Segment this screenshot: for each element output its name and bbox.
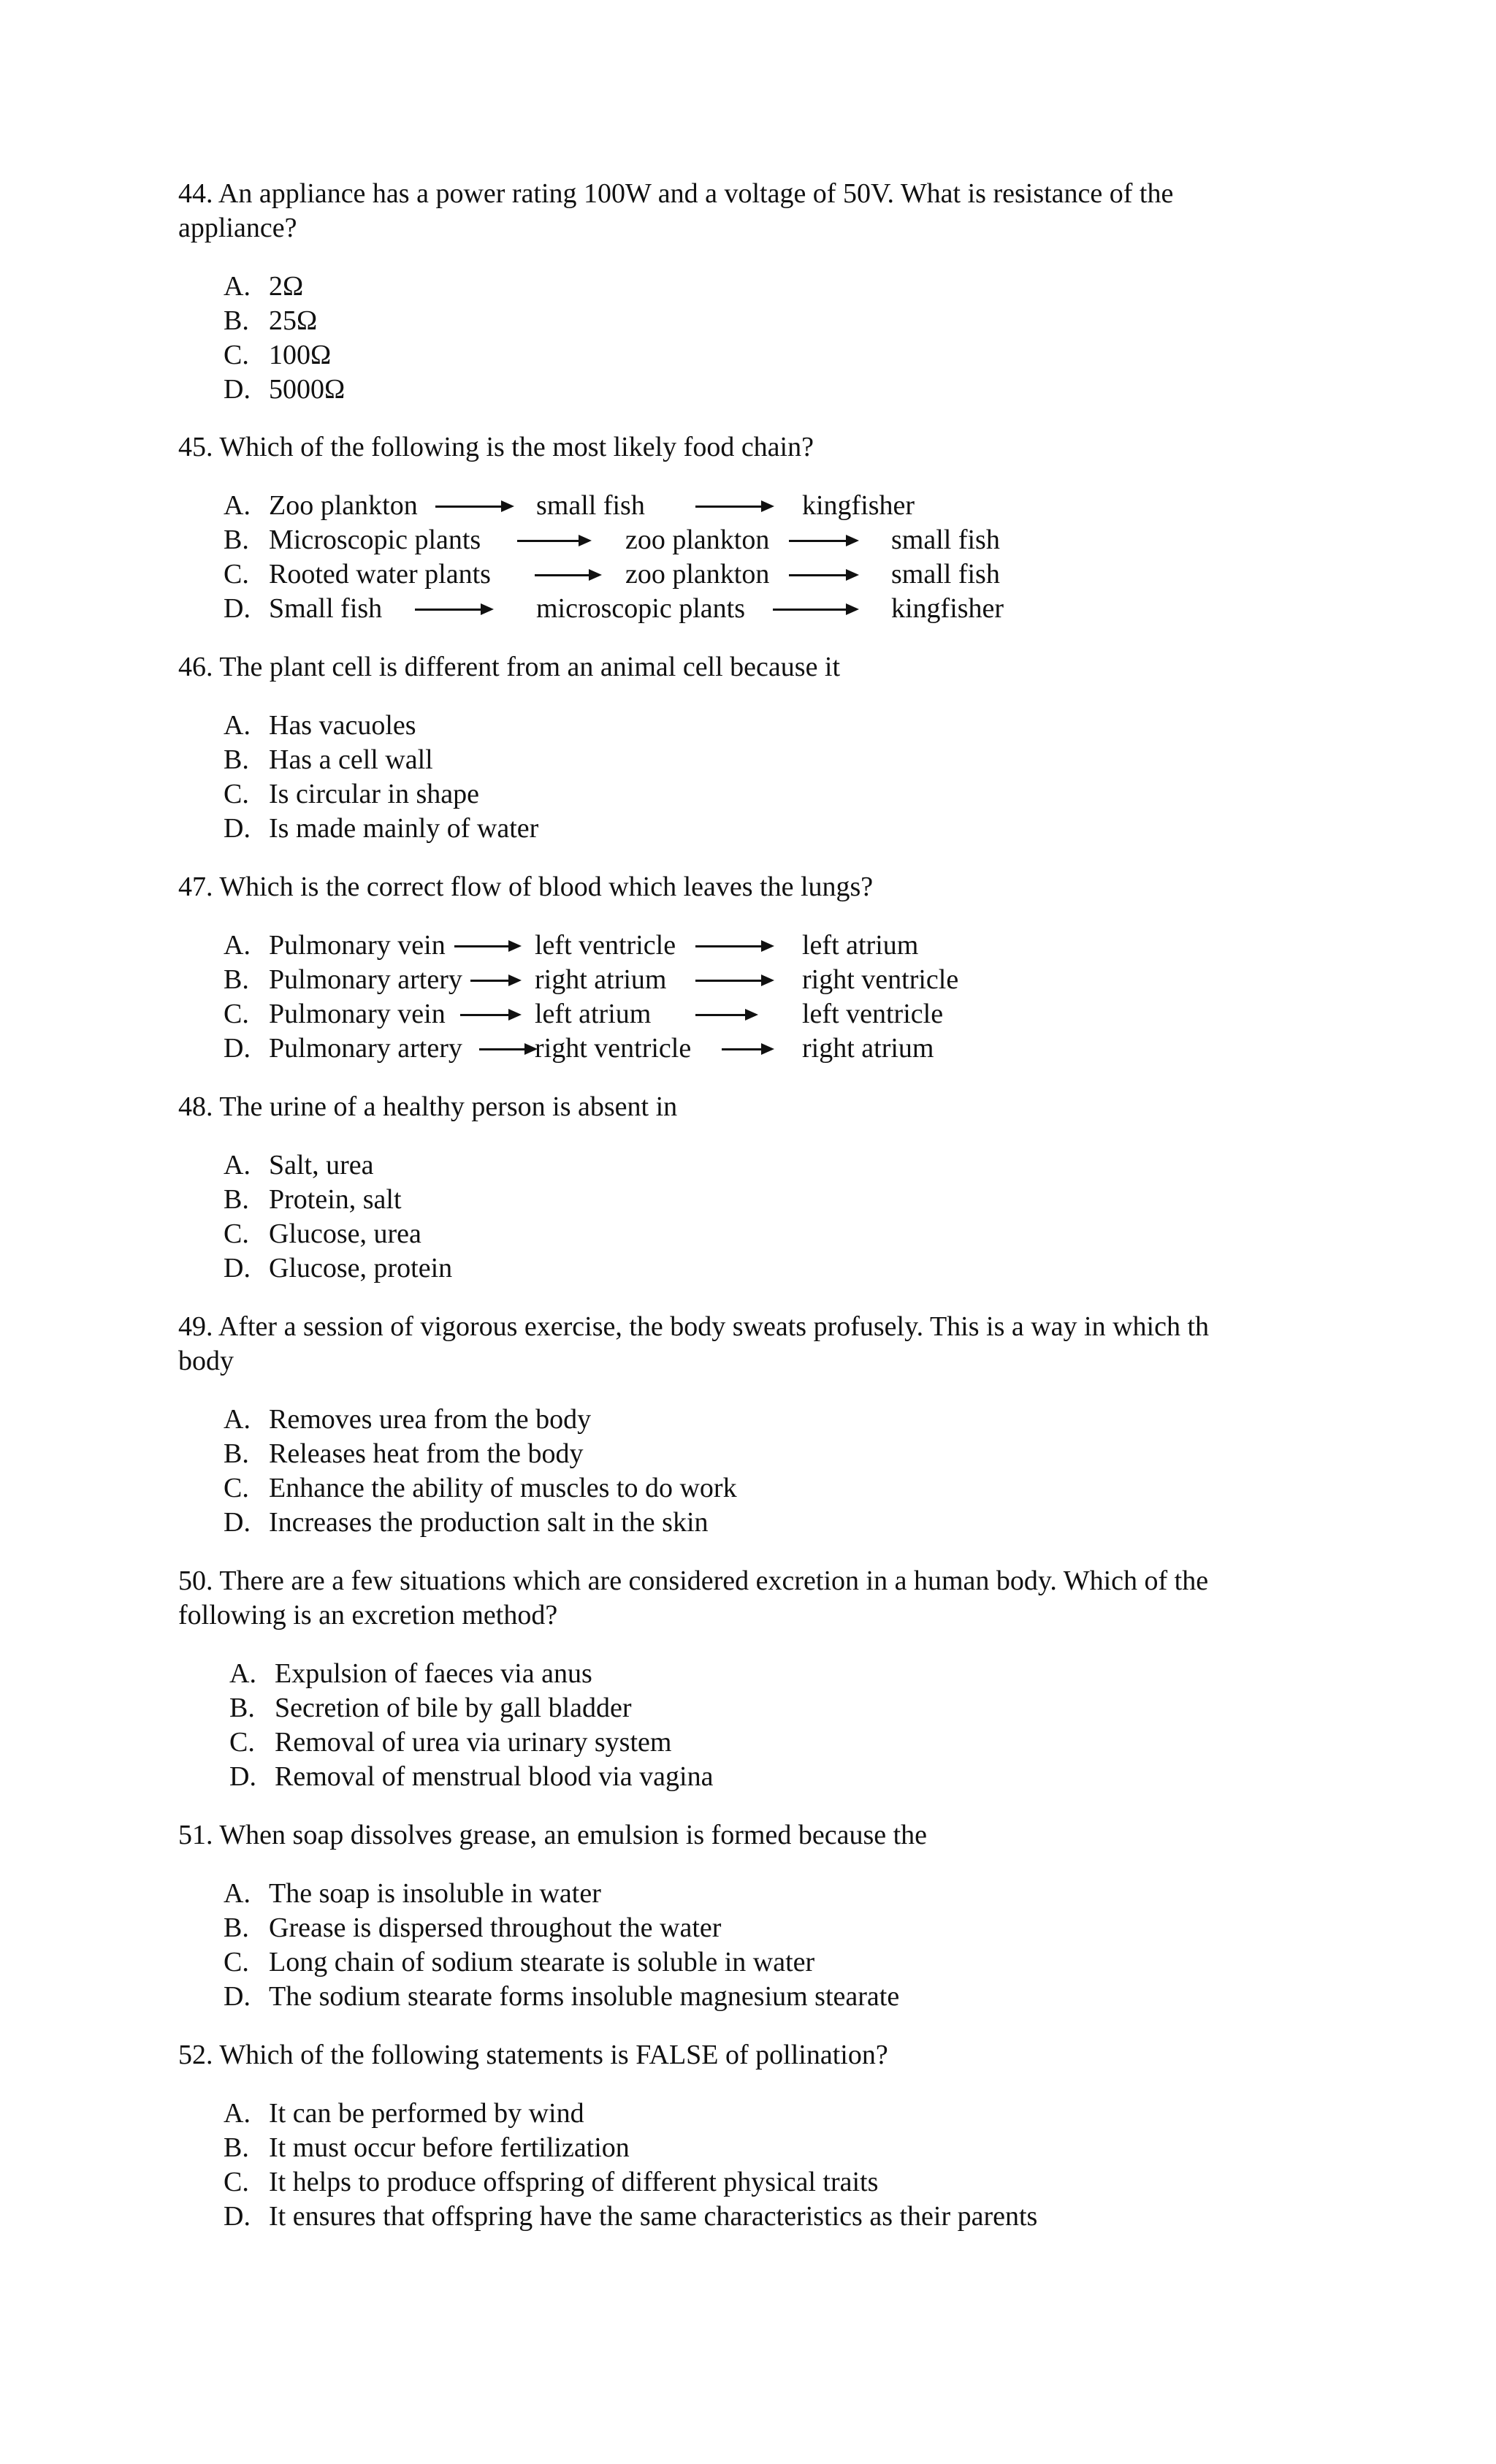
chain-step-1: Small fish (269, 593, 383, 624)
option-letter: C. (224, 1947, 249, 1977)
chain-step-3: right atrium (802, 1033, 934, 1064)
option-text: Grease is dispersed throughout the water (269, 1912, 722, 1943)
option-text: 2Ω (269, 271, 304, 302)
option-text: Glucose, protein (269, 1253, 453, 1284)
option-letter: A. (224, 930, 251, 961)
question-45-text: 45. Which of the following is the most likely food chain? (178, 432, 814, 462)
question-44-option-b (224, 304, 317, 338)
option-text: It ensures that offspring have the same characteristics as their parents (269, 2201, 1038, 2232)
option-letter: C. (224, 559, 249, 590)
question-50-option-a (229, 1657, 592, 1691)
option-text: Secretion of bile by gall bladder (275, 1693, 632, 1723)
option-letter: B. (224, 305, 249, 336)
option-letter: B. (224, 744, 249, 775)
chain-step-2: left ventricle (535, 930, 676, 961)
question-46-option-d (224, 812, 538, 846)
option-letter: A. (224, 710, 251, 741)
option-letter: B. (224, 1912, 249, 1943)
chain-step-1: Pulmonary artery (269, 1033, 462, 1064)
question-47-option-c (224, 997, 1100, 1031)
arrow-right-icon (454, 945, 519, 947)
arrow-right-icon (460, 1014, 519, 1016)
option-text: Long chain of sodium stearate is soluble in water (269, 1947, 815, 1977)
option-letter: D. (224, 593, 251, 624)
question-51-option-c (224, 1945, 814, 1980)
option-letter: C. (224, 2167, 249, 2197)
question-45-option-b (224, 523, 1100, 557)
option-text: 25Ω (269, 305, 318, 336)
option-letter: A. (229, 1658, 256, 1689)
option-letter: B. (224, 1438, 249, 1469)
option-text: Enhance the ability of muscles to do work (269, 1473, 737, 1503)
arrow-right-icon (479, 1048, 535, 1050)
option-text: Salt, urea (269, 1150, 374, 1180)
arrow-right-icon (789, 574, 856, 576)
chain-step-1: Zoo plankton (269, 490, 418, 521)
question-48-option-a (224, 1148, 374, 1183)
chain-step-2: zoo plankton (625, 559, 770, 590)
chain-step-2: small fish (536, 490, 645, 521)
option-text: Has a cell wall (269, 744, 433, 775)
chain-step-3: small fish (891, 559, 1000, 590)
chain-step-2: right ventricle (535, 1033, 692, 1064)
option-letter: D. (224, 813, 251, 844)
option-letter: A. (224, 1150, 251, 1180)
question-50-option-c (229, 1725, 671, 1760)
arrow-right-icon (695, 980, 771, 982)
arrow-right-icon (517, 540, 589, 542)
option-letter: D. (229, 1761, 256, 1792)
option-letter: A. (224, 490, 251, 521)
question-48-option-b (224, 1183, 402, 1217)
question-51-option-b (224, 1911, 721, 1945)
arrow-right-icon (470, 980, 519, 982)
chain-step-1: Rooted water plants (269, 559, 491, 590)
question-46-text: 46. The plant cell is different from an animal cell because it (178, 652, 841, 682)
option-letter: A. (224, 1878, 251, 1909)
chain-step-1: Pulmonary vein (269, 930, 446, 961)
arrow-right-icon (773, 609, 856, 611)
option-text: 5000Ω (269, 374, 346, 405)
question-47-option-b (224, 963, 1100, 997)
question-52-option-d (224, 2200, 1037, 2234)
option-text: It must occur before fertilization (269, 2132, 630, 2163)
chain-step-3: kingfisher (891, 593, 1004, 624)
option-letter: B. (224, 2132, 249, 2163)
option-letter: C. (224, 999, 249, 1029)
option-text: 100Ω (269, 340, 332, 370)
option-letter: B. (229, 1693, 255, 1723)
option-letter: C. (224, 340, 249, 370)
option-letter: C. (224, 779, 249, 809)
option-text: Removes urea from the body (269, 1404, 592, 1435)
option-letter: D. (224, 1507, 251, 1538)
option-text: Protein, salt (269, 1184, 402, 1215)
option-text: Glucose, urea (269, 1218, 421, 1249)
option-text: The soap is insoluble in water (269, 1878, 601, 1909)
chain-step-2: right atrium (535, 964, 667, 995)
question-47-option-a (224, 928, 1100, 963)
option-text: Removal of menstrual blood via vagina (275, 1761, 714, 1792)
chain-step-3: small fish (891, 525, 1000, 555)
chain-step-3: kingfisher (802, 490, 915, 521)
chain-step-1: Pulmonary vein (269, 999, 446, 1029)
option-letter: A. (224, 271, 251, 302)
question-49-option-b (224, 1437, 584, 1471)
chain-step-3: left ventricle (802, 999, 944, 1029)
option-text: Removal of urea via urinary system (275, 1727, 672, 1758)
arrow-right-icon (722, 1048, 771, 1050)
question-44-option-c (224, 338, 331, 373)
question-51-option-a (224, 1877, 601, 1911)
question-52-text: 52. Which of the following statements is FALSE of pollination? (178, 2040, 888, 2070)
question-47-option-d (224, 1031, 1100, 1066)
option-letter: C. (224, 1218, 249, 1249)
question-50-option-d (229, 1760, 713, 1794)
option-text: Increases the production salt in the skin (269, 1507, 709, 1538)
question-48-option-d (224, 1251, 452, 1286)
chain-step-2: left atrium (535, 999, 652, 1029)
question-46-option-a (224, 709, 416, 743)
question-52-option-c (224, 2165, 878, 2200)
question-50-option-b (229, 1691, 632, 1725)
option-letter: B. (224, 525, 249, 555)
arrow-right-icon (435, 506, 511, 508)
question-49-option-a (224, 1403, 591, 1437)
option-letter: D. (224, 1981, 251, 2012)
question-49-option-c (224, 1471, 737, 1506)
option-text: Is circular in shape (269, 779, 480, 809)
question-50-text-line-2: following is an excretion method? (178, 1600, 558, 1630)
question-45-option-c (224, 557, 1100, 592)
option-text: Has vacuoles (269, 710, 416, 741)
arrow-right-icon (695, 945, 771, 947)
question-50-text-line-1: 50. There are a few situations which are considered excretion in a human body. Which of the (178, 1565, 1209, 1596)
option-letter: C. (229, 1727, 255, 1758)
option-letter: A. (224, 1404, 251, 1435)
arrow-right-icon (695, 1014, 755, 1016)
option-letter: B. (224, 1184, 249, 1215)
question-49-text-line-1: 49. After a session of vigorous exercise, the body sweats profusely. This is a way in which th (178, 1311, 1210, 1342)
chain-step-2: microscopic plants (536, 593, 745, 624)
question-45-option-d (224, 592, 1100, 626)
arrow-right-icon (789, 540, 856, 542)
question-51-option-d (224, 1980, 899, 2014)
chain-step-3: right ventricle (802, 964, 959, 995)
option-text: Is made mainly of water (269, 813, 539, 844)
question-45-option-a (224, 489, 1100, 523)
option-text: It can be performed by wind (269, 2098, 584, 2129)
question-52-option-a (224, 2097, 584, 2131)
question-44-text-line-2: appliance? (178, 213, 297, 243)
question-49-text-line-2: body (178, 1346, 234, 1376)
question-44-option-d (224, 373, 345, 407)
option-letter: C. (224, 1473, 249, 1503)
option-letter: A. (224, 2098, 251, 2129)
option-letter: D. (224, 374, 251, 405)
question-46-option-c (224, 777, 479, 812)
question-52-option-b (224, 2131, 630, 2165)
question-48-text: 48. The urine of a healthy person is absent in (178, 1091, 678, 1122)
option-letter: B. (224, 964, 249, 995)
arrow-right-icon (415, 609, 491, 611)
question-48-option-c (224, 1217, 421, 1251)
chain-step-1: Pulmonary artery (269, 964, 462, 995)
question-51-text: 51. When soap dissolves grease, an emulsion is formed because the (178, 1820, 928, 1850)
arrow-right-icon (695, 506, 771, 508)
chain-step-2: zoo plankton (625, 525, 770, 555)
option-letter: D. (224, 1033, 251, 1064)
option-text: The sodium stearate forms insoluble magnesium stearate (269, 1981, 900, 2012)
chain-step-1: Microscopic plants (269, 525, 481, 555)
chain-step-3: left atrium (802, 930, 919, 961)
question-44-option-a (224, 270, 303, 304)
arrow-right-icon (535, 574, 599, 576)
option-letter: D. (224, 1253, 251, 1284)
question-46-option-b (224, 743, 433, 777)
question-49-option-d (224, 1506, 709, 1540)
question-47-text: 47. Which is the correct flow of blood which leaves the lungs? (178, 871, 874, 902)
option-text: Expulsion of faeces via anus (275, 1658, 592, 1689)
option-text: Releases heat from the body (269, 1438, 584, 1469)
question-44-text-line-1: 44. An appliance has a power rating 100W and a voltage of 50V. What is resistance of the (178, 178, 1174, 209)
option-letter: D. (224, 2201, 251, 2232)
option-text: It helps to produce offspring of different physical traits (269, 2167, 879, 2197)
